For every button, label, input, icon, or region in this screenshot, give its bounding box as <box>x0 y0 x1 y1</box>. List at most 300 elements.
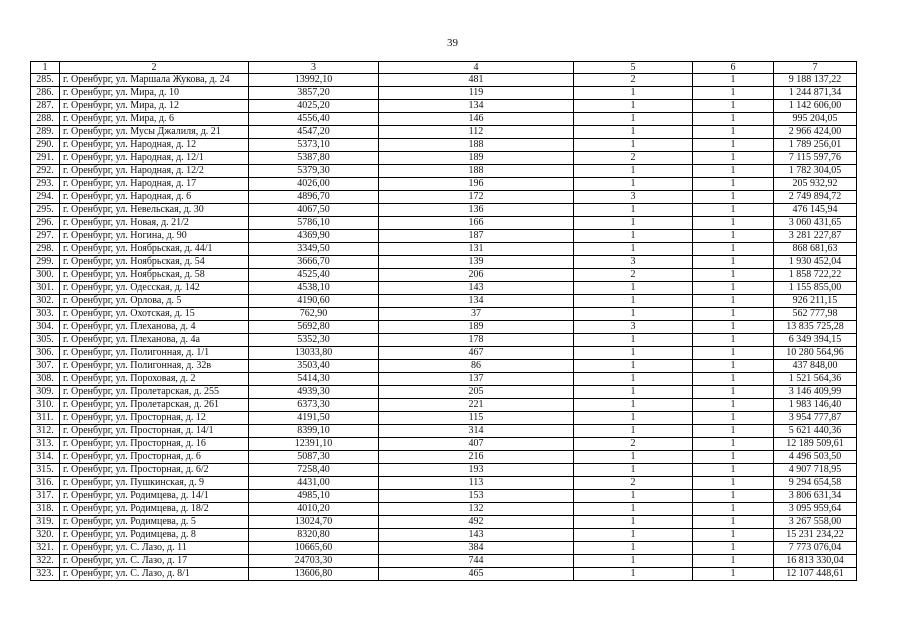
address-cell: г. Оренбург, ул. Ноябрьская, д. 54 <box>60 256 249 269</box>
value-cell-6: 1 <box>693 243 774 256</box>
count-cell: 172 <box>379 191 574 204</box>
value-cell-6: 1 <box>693 399 774 412</box>
row-number: 288. <box>31 113 60 126</box>
count-cell: 115 <box>379 412 574 425</box>
value-cell-5: 1 <box>574 503 693 516</box>
amount-cell: 7 115 597,76 <box>774 152 857 165</box>
count-cell: 187 <box>379 230 574 243</box>
amount-cell: 16 813 330,04 <box>774 555 857 568</box>
table-row <box>31 438 857 451</box>
count-cell: 137 <box>379 373 574 386</box>
value-cell-5: 1 <box>574 360 693 373</box>
address-cell: г. Оренбург, ул. Охотская, д. 15 <box>60 308 249 321</box>
area-cell: 5387,80 <box>249 152 379 165</box>
value-cell-6: 1 <box>693 438 774 451</box>
value-cell-5: 3 <box>574 191 693 204</box>
value-cell-5: 1 <box>574 308 693 321</box>
row-number: 311. <box>31 412 60 425</box>
count-cell: 143 <box>379 282 574 295</box>
area-cell: 13992,10 <box>249 74 379 87</box>
address-cell: г. Оренбург, ул. Орлова, д. 5 <box>60 295 249 308</box>
area-cell: 13033,80 <box>249 347 379 360</box>
table-row <box>31 334 857 347</box>
area-cell: 5087,30 <box>249 451 379 464</box>
row-number: 316. <box>31 477 60 490</box>
address-cell: г. Оренбург, ул. Мира, д. 10 <box>60 87 249 100</box>
value-cell-5: 1 <box>574 126 693 139</box>
address-cell: г. Оренбург, ул. Народная, д. 12/2 <box>60 165 249 178</box>
address-cell: г. Оренбург, ул. Народная, д. 12 <box>60 139 249 152</box>
amount-cell: 6 349 394,15 <box>774 334 857 347</box>
amount-cell: 7 773 076,04 <box>774 542 857 555</box>
address-cell: г. Оренбург, ул. Полигонная, д. 32в <box>60 360 249 373</box>
value-cell-6: 1 <box>693 256 774 269</box>
value-cell-6: 1 <box>693 529 774 542</box>
address-cell: г. Оренбург, ул. Родимцева, д. 5 <box>60 516 249 529</box>
address-cell: г. Оренбург, ул. Просторная, д. 12 <box>60 412 249 425</box>
area-cell: 8320,80 <box>249 529 379 542</box>
row-number: 304. <box>31 321 60 334</box>
area-cell: 3349,50 <box>249 243 379 256</box>
value-cell-5: 1 <box>574 373 693 386</box>
amount-cell: 3 281 227,87 <box>774 230 857 243</box>
amount-cell: 3 267 558,00 <box>774 516 857 529</box>
address-cell: г. Оренбург, ул. Народная, д. 6 <box>60 191 249 204</box>
value-cell-5: 1 <box>574 386 693 399</box>
table-row <box>31 230 857 243</box>
table-row <box>31 243 857 256</box>
table-row <box>31 425 857 438</box>
value-cell-6: 1 <box>693 308 774 321</box>
count-cell: 131 <box>379 243 574 256</box>
row-number: 305. <box>31 334 60 347</box>
amount-cell: 205 932,92 <box>774 178 857 191</box>
address-cell: г. Оренбург, ул. Мира, д. 12 <box>60 100 249 113</box>
value-cell-6: 1 <box>693 126 774 139</box>
row-number: 287. <box>31 100 60 113</box>
value-cell-5: 1 <box>574 464 693 477</box>
value-cell-5: 1 <box>574 295 693 308</box>
value-cell-5: 1 <box>574 555 693 568</box>
row-number: 322. <box>31 555 60 568</box>
amount-cell: 12 107 448,61 <box>774 568 857 581</box>
table-row <box>31 360 857 373</box>
row-number: 306. <box>31 347 60 360</box>
row-number: 285. <box>31 74 60 87</box>
address-cell: г. Оренбург, ул. С. Лазо, д. 11 <box>60 542 249 555</box>
amount-cell: 3 954 777,87 <box>774 412 857 425</box>
amount-cell: 9 294 654,58 <box>774 477 857 490</box>
value-cell-6: 1 <box>693 321 774 334</box>
address-cell: г. Оренбург, ул. Просторная, д. 16 <box>60 438 249 451</box>
table-row <box>31 165 857 178</box>
count-cell: 132 <box>379 503 574 516</box>
area-cell: 5786,10 <box>249 217 379 230</box>
address-cell: г. Оренбург, ул. Просторная, д. 14/1 <box>60 425 249 438</box>
row-number: 317. <box>31 490 60 503</box>
value-cell-6: 1 <box>693 516 774 529</box>
column-header: 3 <box>249 62 379 74</box>
amount-cell: 1 858 722,22 <box>774 269 857 282</box>
amount-cell: 12 189 509,61 <box>774 438 857 451</box>
value-cell-5: 2 <box>574 477 693 490</box>
area-cell: 4985,10 <box>249 490 379 503</box>
area-cell: 4026,00 <box>249 178 379 191</box>
amount-cell: 2 749 894,72 <box>774 191 857 204</box>
value-cell-5: 1 <box>574 542 693 555</box>
header-row <box>31 62 857 74</box>
row-number: 298. <box>31 243 60 256</box>
amount-cell: 3 806 631,34 <box>774 490 857 503</box>
value-cell-6: 1 <box>693 204 774 217</box>
row-number: 295. <box>31 204 60 217</box>
table-row <box>31 555 857 568</box>
table-row <box>31 217 857 230</box>
row-number: 308. <box>31 373 60 386</box>
address-cell: г. Оренбург, ул. Невельская, д. 30 <box>60 204 249 217</box>
value-cell-5: 1 <box>574 568 693 581</box>
count-cell: 153 <box>379 490 574 503</box>
area-cell: 4538,10 <box>249 282 379 295</box>
value-cell-6: 1 <box>693 412 774 425</box>
value-cell-6: 1 <box>693 425 774 438</box>
amount-cell: 1 782 304,05 <box>774 165 857 178</box>
amount-cell: 13 835 725,28 <box>774 321 857 334</box>
area-cell: 5352,30 <box>249 334 379 347</box>
count-cell: 113 <box>379 477 574 490</box>
address-cell: г. Оренбург, ул. С. Лазо, д. 8/1 <box>60 568 249 581</box>
value-cell-5: 1 <box>574 87 693 100</box>
address-cell: г. Оренбург, ул. С. Лазо, д. 17 <box>60 555 249 568</box>
count-cell: 134 <box>379 100 574 113</box>
value-cell-5: 2 <box>574 152 693 165</box>
value-cell-6: 1 <box>693 139 774 152</box>
row-number: 292. <box>31 165 60 178</box>
area-cell: 4556,40 <box>249 113 379 126</box>
area-cell: 12391,10 <box>249 438 379 451</box>
address-cell: г. Оренбург, ул. Народная, д. 12/1 <box>60 152 249 165</box>
value-cell-5: 1 <box>574 529 693 542</box>
count-cell: 467 <box>379 347 574 360</box>
column-header: 7 <box>774 62 857 74</box>
value-cell-5: 1 <box>574 204 693 217</box>
row-number: 289. <box>31 126 60 139</box>
amount-cell: 995 204,05 <box>774 113 857 126</box>
area-cell: 4190,60 <box>249 295 379 308</box>
area-cell: 4025,20 <box>249 100 379 113</box>
address-cell: г. Оренбург, ул. Плеханова, д. 4а <box>60 334 249 347</box>
row-number: 323. <box>31 568 60 581</box>
table-row <box>31 321 857 334</box>
amount-cell: 1 155 855,00 <box>774 282 857 295</box>
value-cell-6: 1 <box>693 451 774 464</box>
count-cell: 206 <box>379 269 574 282</box>
amount-cell: 9 188 137,22 <box>774 74 857 87</box>
amount-cell: 926 211,15 <box>774 295 857 308</box>
address-cell: г. Оренбург, ул. Родимцева, д. 14/1 <box>60 490 249 503</box>
area-cell: 4525,40 <box>249 269 379 282</box>
row-number: 301. <box>31 282 60 295</box>
address-cell: г. Оренбург, ул. Народная, д. 17 <box>60 178 249 191</box>
count-cell: 143 <box>379 529 574 542</box>
count-cell: 188 <box>379 139 574 152</box>
row-number: 310. <box>31 399 60 412</box>
value-cell-5: 1 <box>574 113 693 126</box>
area-cell: 4067,50 <box>249 204 379 217</box>
table-row <box>31 451 857 464</box>
address-cell: г. Оренбург, ул. Одесская, д. 142 <box>60 282 249 295</box>
column-header: 6 <box>693 62 774 74</box>
count-cell: 139 <box>379 256 574 269</box>
value-cell-6: 1 <box>693 477 774 490</box>
value-cell-5: 2 <box>574 74 693 87</box>
value-cell-5: 1 <box>574 139 693 152</box>
table-row <box>31 204 857 217</box>
table-row <box>31 295 857 308</box>
column-header: 4 <box>379 62 574 74</box>
row-number: 315. <box>31 464 60 477</box>
count-cell: 134 <box>379 295 574 308</box>
amount-cell: 10 280 564,96 <box>774 347 857 360</box>
row-number: 312. <box>31 425 60 438</box>
value-cell-6: 1 <box>693 152 774 165</box>
value-cell-5: 1 <box>574 165 693 178</box>
address-cell: г. Оренбург, ул. Пушкинская, д. 9 <box>60 477 249 490</box>
amount-cell: 1 244 871,34 <box>774 87 857 100</box>
area-cell: 4010,20 <box>249 503 379 516</box>
row-number: 313. <box>31 438 60 451</box>
count-cell: 196 <box>379 178 574 191</box>
value-cell-6: 1 <box>693 295 774 308</box>
area-cell: 5379,30 <box>249 165 379 178</box>
count-cell: 178 <box>379 334 574 347</box>
table-row <box>31 87 857 100</box>
value-cell-6: 1 <box>693 100 774 113</box>
area-cell: 10665,60 <box>249 542 379 555</box>
row-number: 297. <box>31 230 60 243</box>
count-cell: 314 <box>379 425 574 438</box>
row-number: 299. <box>31 256 60 269</box>
value-cell-6: 1 <box>693 87 774 100</box>
amount-cell: 5 621 440,36 <box>774 425 857 438</box>
count-cell: 112 <box>379 126 574 139</box>
area-cell: 13024,70 <box>249 516 379 529</box>
row-number: 303. <box>31 308 60 321</box>
row-number: 307. <box>31 360 60 373</box>
value-cell-5: 1 <box>574 100 693 113</box>
area-cell: 24703,30 <box>249 555 379 568</box>
table-row <box>31 503 857 516</box>
value-cell-5: 1 <box>574 334 693 347</box>
table-row <box>31 269 857 282</box>
amount-cell: 1 930 452,04 <box>774 256 857 269</box>
count-cell: 481 <box>379 74 574 87</box>
count-cell: 221 <box>379 399 574 412</box>
area-cell: 762,90 <box>249 308 379 321</box>
area-cell: 13606,80 <box>249 568 379 581</box>
value-cell-6: 1 <box>693 191 774 204</box>
value-cell-5: 2 <box>574 438 693 451</box>
address-cell: г. Оренбург, ул. Ноябрьская, д. 58 <box>60 269 249 282</box>
table-row <box>31 464 857 477</box>
count-cell: 188 <box>379 165 574 178</box>
table-row <box>31 412 857 425</box>
count-cell: 136 <box>379 204 574 217</box>
table-row <box>31 126 857 139</box>
value-cell-6: 1 <box>693 360 774 373</box>
amount-cell: 1 142 606,00 <box>774 100 857 113</box>
value-cell-6: 1 <box>693 113 774 126</box>
registry-table <box>30 61 857 581</box>
value-cell-6: 1 <box>693 217 774 230</box>
value-cell-6: 1 <box>693 464 774 477</box>
area-cell: 8399,10 <box>249 425 379 438</box>
table-row <box>31 191 857 204</box>
value-cell-5: 1 <box>574 217 693 230</box>
table-row <box>31 308 857 321</box>
area-cell: 4369,90 <box>249 230 379 243</box>
area-cell: 3857,20 <box>249 87 379 100</box>
value-cell-6: 1 <box>693 165 774 178</box>
value-cell-5: 3 <box>574 256 693 269</box>
count-cell: 193 <box>379 464 574 477</box>
area-cell: 4939,30 <box>249 386 379 399</box>
row-number: 293. <box>31 178 60 191</box>
value-cell-5: 3 <box>574 321 693 334</box>
count-cell: 166 <box>379 217 574 230</box>
address-cell: г. Оренбург, ул. Ноябрьская, д. 44/1 <box>60 243 249 256</box>
amount-cell: 15 231 234,22 <box>774 529 857 542</box>
row-number: 294. <box>31 191 60 204</box>
address-cell: г. Оренбург, ул. Маршала Жукова, д. 24 <box>60 74 249 87</box>
address-cell: г. Оренбург, ул. Родимцева, д. 8 <box>60 529 249 542</box>
address-cell: г. Оренбург, ул. Пролетарская, д. 255 <box>60 386 249 399</box>
area-cell: 6373,30 <box>249 399 379 412</box>
table-row <box>31 477 857 490</box>
value-cell-5: 1 <box>574 425 693 438</box>
area-cell: 4547,20 <box>249 126 379 139</box>
value-cell-6: 1 <box>693 269 774 282</box>
value-cell-5: 2 <box>574 269 693 282</box>
table-row <box>31 347 857 360</box>
row-number: 302. <box>31 295 60 308</box>
table-row <box>31 529 857 542</box>
amount-cell: 3 060 431,65 <box>774 217 857 230</box>
amount-cell: 437 848,00 <box>774 360 857 373</box>
amount-cell: 2 966 424,00 <box>774 126 857 139</box>
area-cell: 3503,40 <box>249 360 379 373</box>
count-cell: 86 <box>379 360 574 373</box>
value-cell-6: 1 <box>693 178 774 191</box>
value-cell-5: 1 <box>574 516 693 529</box>
table-row <box>31 373 857 386</box>
count-cell: 492 <box>379 516 574 529</box>
row-number: 291. <box>31 152 60 165</box>
amount-cell: 1 521 564,36 <box>774 373 857 386</box>
value-cell-6: 1 <box>693 347 774 360</box>
address-cell: г. Оренбург, ул. Новая, д. 21/2 <box>60 217 249 230</box>
column-header: 2 <box>60 62 249 74</box>
count-cell: 744 <box>379 555 574 568</box>
address-cell: г. Оренбург, ул. Плеханова, д. 4 <box>60 321 249 334</box>
value-cell-6: 1 <box>693 373 774 386</box>
page-number: 39 <box>447 37 458 49</box>
table-row <box>31 74 857 87</box>
address-cell: г. Оренбург, ул. Ногина, д. 90 <box>60 230 249 243</box>
table-row <box>31 399 857 412</box>
value-cell-6: 1 <box>693 503 774 516</box>
table-row <box>31 542 857 555</box>
value-cell-5: 1 <box>574 490 693 503</box>
value-cell-6: 1 <box>693 568 774 581</box>
row-number: 314. <box>31 451 60 464</box>
count-cell: 465 <box>379 568 574 581</box>
amount-cell: 562 777,98 <box>774 308 857 321</box>
row-number: 286. <box>31 87 60 100</box>
table-body <box>31 74 857 581</box>
amount-cell: 4 907 718,95 <box>774 464 857 477</box>
count-cell: 37 <box>379 308 574 321</box>
amount-cell: 3 146 409,99 <box>774 386 857 399</box>
table-row <box>31 178 857 191</box>
area-cell: 4431,00 <box>249 477 379 490</box>
table-row <box>31 282 857 295</box>
amount-cell: 1 789 256,01 <box>774 139 857 152</box>
row-number: 300. <box>31 269 60 282</box>
count-cell: 189 <box>379 152 574 165</box>
area-cell: 4191,50 <box>249 412 379 425</box>
column-header: 5 <box>574 62 693 74</box>
table-row <box>31 516 857 529</box>
value-cell-5: 1 <box>574 412 693 425</box>
row-number: 290. <box>31 139 60 152</box>
column-header: 1 <box>31 62 60 74</box>
table-row <box>31 113 857 126</box>
table-row <box>31 490 857 503</box>
amount-cell: 1 983 146,40 <box>774 399 857 412</box>
value-cell-6: 1 <box>693 490 774 503</box>
amount-cell: 4 496 503,50 <box>774 451 857 464</box>
value-cell-5: 1 <box>574 243 693 256</box>
value-cell-6: 1 <box>693 555 774 568</box>
value-cell-6: 1 <box>693 334 774 347</box>
value-cell-6: 1 <box>693 542 774 555</box>
amount-cell: 3 095 959,64 <box>774 503 857 516</box>
address-cell: г. Оренбург, ул. Просторная, д. 6 <box>60 451 249 464</box>
area-cell: 3666,70 <box>249 256 379 269</box>
count-cell: 205 <box>379 386 574 399</box>
area-cell: 7258,40 <box>249 464 379 477</box>
address-cell: г. Оренбург, ул. Просторная, д. 6/2 <box>60 464 249 477</box>
count-cell: 384 <box>379 542 574 555</box>
value-cell-6: 1 <box>693 282 774 295</box>
address-cell: г. Оренбург, ул. Пороховая, д. 2 <box>60 373 249 386</box>
count-cell: 407 <box>379 438 574 451</box>
table-row <box>31 568 857 581</box>
table-row <box>31 139 857 152</box>
value-cell-5: 1 <box>574 282 693 295</box>
area-cell: 5373,10 <box>249 139 379 152</box>
value-cell-5: 1 <box>574 230 693 243</box>
value-cell-6: 1 <box>693 230 774 243</box>
count-cell: 189 <box>379 321 574 334</box>
row-number: 309. <box>31 386 60 399</box>
area-cell: 5414,30 <box>249 373 379 386</box>
value-cell-5: 1 <box>574 178 693 191</box>
value-cell-6: 1 <box>693 386 774 399</box>
row-number: 321. <box>31 542 60 555</box>
count-cell: 119 <box>379 87 574 100</box>
